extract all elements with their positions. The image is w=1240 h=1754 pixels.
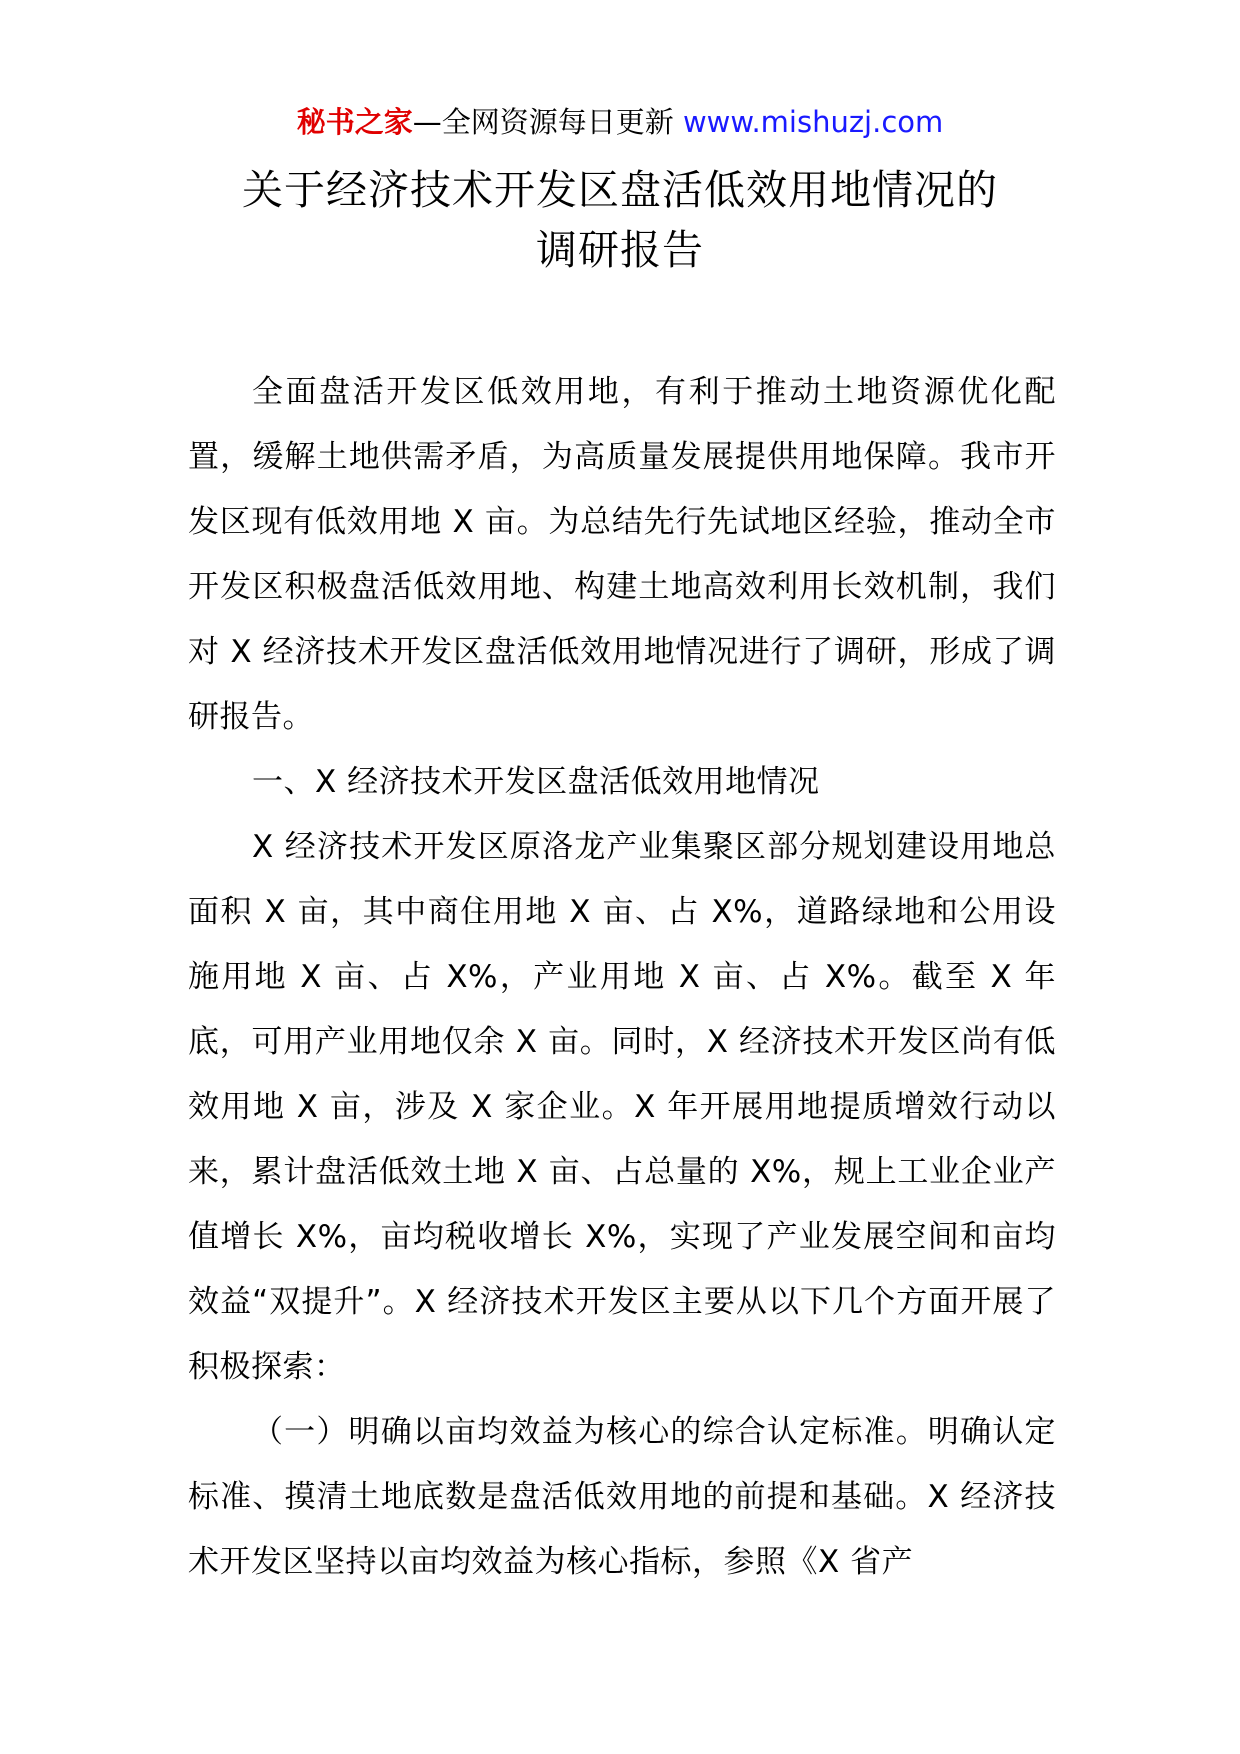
site-tagline: —全网资源每日更新 <box>412 105 683 139</box>
document-title-line-1: 关于经济技术开发区盘活低效用地情况的 <box>242 166 998 214</box>
intro-paragraph: 全面盘活开发区低效用地，有利于推动土地资源优化配置，缓解土地供需矛盾，为高质量发展提供用地保障。我市开发区现有低效用地 X 亩。为总结先行先试地区经验，推动全市开发区积极盘活低效用地、构建土地高效利用长效机制，我们对 X 经济技术开发区盘活低效用地情况进行了调研，形成了调研报告。 <box>188 374 1056 735</box>
site-brand: 秘书之家 <box>296 105 413 139</box>
subsection-1-paragraph: （一）明确以亩均效益为核心的综合认定标准。明确认定标准、摸清土地底数是盘活低效用地的前提和基础。X 经济技术开发区坚持以亩均效益为核心指标，参照《X 省产 <box>188 1414 1056 1580</box>
site-header <box>0 102 1240 142</box>
document-body <box>188 360 1056 1595</box>
section-1-paragraph: X 经济技术开发区原洛龙产业集聚区部分规划建设用地总面积 X 亩，其中商住用地 X 亩、占 X%，道路绿地和公用设施用地 X 亩、占 X%，产业用地 X 亩、占 X%。截至 X 年底，可用产业用地仅余 X 亩。同时，X 经济技术开发区尚有低效用地 X 亩，涉及 X 家企业。X 年开展用地提质增效行动以来，累计盘活低效土地 X 亩、占总量的 X%，规上工业企业产值增长 X%，亩均税收增长 X%，实现了产业发展空间和亩均效益“双提升”。X 经济技术开发区主要从以下几个方面开展了积极探索： <box>188 829 1056 1385</box>
document-title-line-2: 调研报告 <box>536 226 704 274</box>
document-title <box>0 160 1240 280</box>
site-url-link[interactable]: www.mishuzj.com <box>682 105 944 139</box>
section-heading-1: 一、X 经济技术开发区盘活低效用地情况 <box>252 764 820 800</box>
